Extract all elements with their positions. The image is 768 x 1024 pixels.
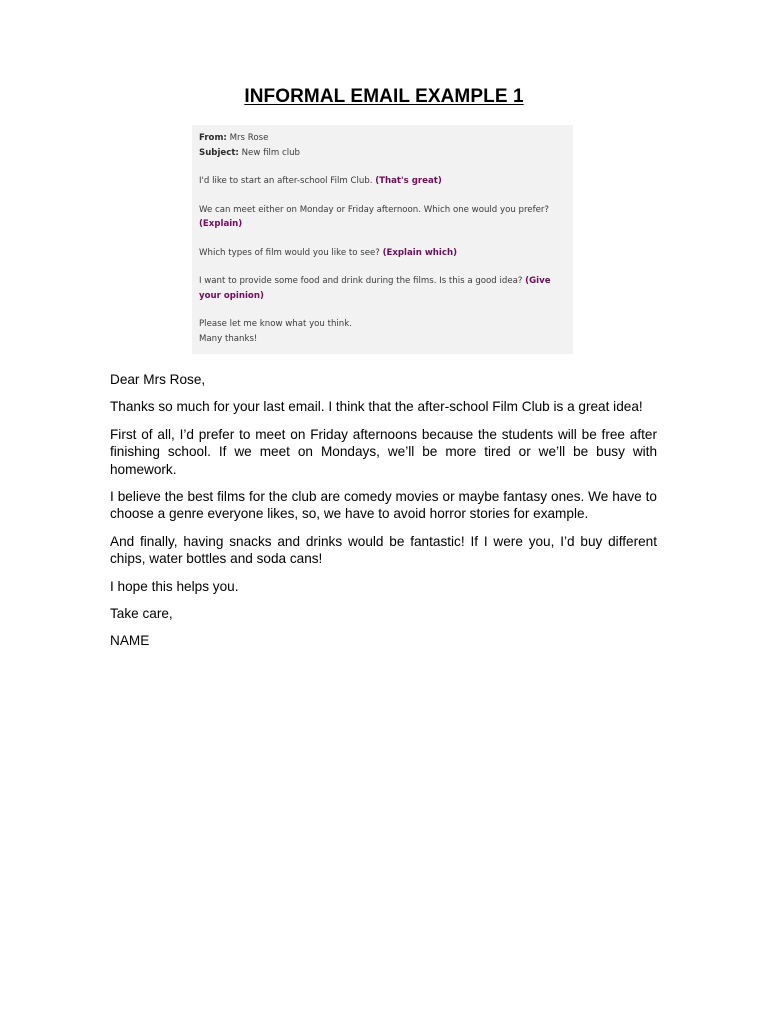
letter-body — [110, 371, 657, 660]
email-from-line — [199, 131, 567, 146]
email-from-value: Mrs Rose — [229, 133, 269, 143]
email-subject-label: Subject: — [199, 147, 239, 158]
email-from-label: From: — [199, 133, 227, 143]
email-line-text: We can meet either on Monday or Friday afternoon. Which one would you prefer? — [199, 204, 549, 215]
email-line-1 — [199, 174, 567, 189]
email-line-4 — [199, 274, 567, 303]
email-line-note: (That's great) — [375, 176, 442, 186]
email-prompt-image — [192, 125, 573, 354]
email-subject-line — [199, 146, 567, 161]
letter-paragraph-3: I believe the best films for the club are comedy movies or maybe fantasy ones. We have to choose a genre everyone likes, so, we have to avoid horror stories for example. — [110, 489, 657, 522]
letter-greeting: Dear Mrs Rose, — [110, 372, 206, 387]
email-line-3 — [199, 246, 567, 261]
email-line-text: I'd like to start an after-school Film Club. — [199, 176, 373, 186]
email-line-note: (Explain) — [199, 219, 243, 229]
letter-paragraph-2: First of all, I’d prefer to meet on Friday afternoons because the students will be free after finishing school. If we meet on Mondays, we’ll be more tired or we’ll be busy with homework. — [110, 426, 657, 477]
letter-signoff: Take care, — [110, 606, 173, 622]
email-closing-2: Many thanks! — [199, 333, 258, 344]
email-line-text: Which types of film would you like to see? — [199, 247, 380, 258]
page-title: INFORMAL EMAIL EXAMPLE 1 — [244, 86, 524, 107]
email-subject-value: New film club — [241, 147, 301, 158]
letter-paragraph-4: And finally, having snacks and drinks would be fantastic! If I were you, I’d buy different chips, water bottles and soda cans! — [110, 533, 657, 567]
email-closing-1: Please let me know what you think. — [199, 319, 352, 329]
email-line-text: I want to provide some food and drink during the films. Is this a good idea? — [199, 276, 523, 286]
email-line-note: (Give your opinion) — [199, 276, 551, 301]
email-line-note: (Explain which) — [382, 247, 457, 258]
letter-name: NAME — [110, 633, 150, 649]
letter-paragraph-1: Thanks so much for your last email. I think that the after-school Film Club is a great idea! — [110, 399, 643, 415]
letter-paragraph-5: I hope this helps you. — [110, 578, 239, 594]
email-line-2 — [199, 203, 567, 232]
